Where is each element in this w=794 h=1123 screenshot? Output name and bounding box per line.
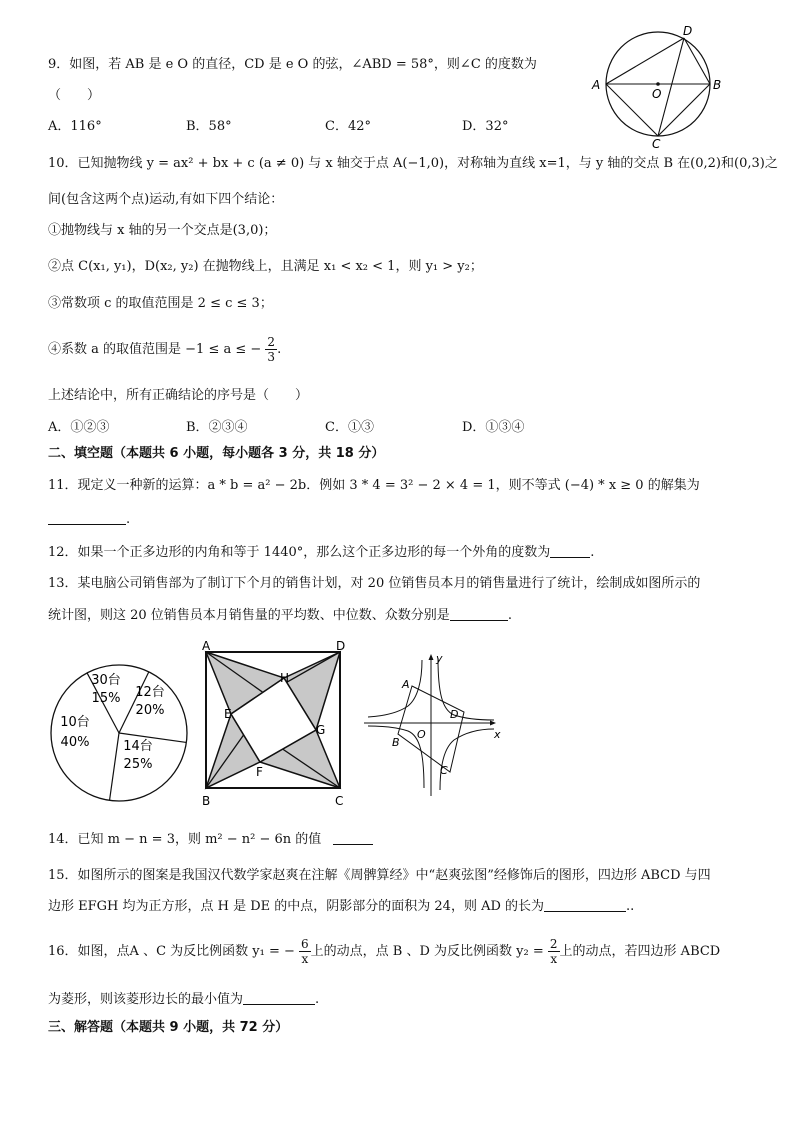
label-e: E bbox=[224, 707, 232, 721]
pie-label-30: 30台 bbox=[91, 673, 121, 688]
q9-paren: （ ） bbox=[48, 88, 101, 103]
label-c: C bbox=[335, 794, 344, 808]
q13-line2 bbox=[48, 606, 512, 626]
label-a: A bbox=[402, 678, 410, 691]
q13-stem: 13．某电脑公司销售部为了制订下个月的销售计划，对 20 位销售员本月的销售量进行了统计，绘制成如图所示的 bbox=[48, 576, 701, 591]
y-axis-arrow bbox=[429, 654, 434, 660]
q9-option-b: B．58° bbox=[186, 119, 232, 134]
q10-option-d: D．①③④ bbox=[462, 420, 525, 435]
pie-pct-10: 40% bbox=[60, 735, 90, 750]
q14-blank bbox=[333, 830, 373, 845]
section-3-heading: 三、解答题（本题共 9 小题，共 72 分） bbox=[48, 1020, 289, 1035]
q16-line bbox=[48, 934, 720, 970]
q11-answer-line bbox=[48, 510, 130, 530]
q9-option-a: A．116° bbox=[48, 119, 102, 134]
pie-label-14: 14台 bbox=[123, 739, 153, 754]
chord-ad bbox=[606, 38, 684, 84]
curve-y1-q4 bbox=[440, 729, 494, 790]
q11-end: . bbox=[126, 512, 131, 527]
q10-option-a: A．①②③ bbox=[48, 420, 110, 435]
pie-pct-12: 20% bbox=[135, 703, 165, 718]
label-h: H bbox=[280, 671, 290, 685]
circle-figure bbox=[588, 24, 728, 152]
q10-option-b: B．②③④ bbox=[186, 420, 248, 435]
q10-c4-fraction bbox=[265, 335, 277, 364]
pie-divider-4 bbox=[110, 733, 119, 800]
q16-line2 bbox=[48, 990, 319, 1010]
label-a: A bbox=[202, 639, 211, 653]
q10-c4-text: ④系数 a 的取值范围是 −1 ≤ a ≤ − bbox=[48, 342, 262, 357]
label-b: B bbox=[202, 794, 211, 808]
pie-label-12: 12台 bbox=[135, 685, 165, 700]
q16-f2-den: x bbox=[550, 952, 558, 966]
q14-line bbox=[48, 830, 373, 850]
q9-stem: 9．如图，若 AB 是 e O 的直径，CD 是 e O 的弦，∠ABD = 58°，则∠C 的度数为 bbox=[48, 57, 537, 72]
chord-bd bbox=[684, 38, 710, 84]
q16-end: . bbox=[315, 992, 320, 1007]
q10-conclusion-1: ①抛物线与 x 轴的另一个交点是(3,0)； bbox=[48, 223, 277, 238]
q16-f1-num: 6 bbox=[301, 937, 309, 951]
label-b: B bbox=[392, 736, 400, 749]
q15-stem: 15．如图所示的图案是我国汉代数学家赵爽在注解《周髀算经》中“赵爽弦图”经修饰后的图形，四边形 ABCD 与四 bbox=[48, 868, 711, 883]
q15-blank bbox=[544, 897, 626, 912]
q13-blank bbox=[450, 606, 508, 621]
x-axis-arrow bbox=[490, 721, 496, 726]
q10-ask: 上述结论中，所有正确结论的序号是（ ） bbox=[48, 388, 309, 403]
q16-stem2: 为菱形，则该菱形边长的最小值为 bbox=[48, 992, 244, 1007]
q10-stem: 10．已知抛物线 y = ax² + bx + c (a ≠ 0) 与 x 轴交于点 A(−1,0)，对称轴为直线 x=1，与 y 轴的交点 B 在(0,2)和(0,3)之 bbox=[48, 156, 778, 171]
graph-figure bbox=[362, 650, 512, 800]
q16-f1-den: x bbox=[301, 952, 309, 966]
pie-label-10: 10台 bbox=[60, 715, 90, 730]
q16-fraction-1 bbox=[299, 937, 311, 966]
pie-pct-30: 15% bbox=[91, 691, 121, 706]
q10-stem2: 间(包含这两个点)运动,有如下四个结论： bbox=[48, 192, 284, 207]
q10-conclusion-3: ③常数项 c 的取值范围是 2 ≤ c ≤ 3； bbox=[48, 296, 273, 311]
q16-blank bbox=[243, 990, 315, 1005]
label-f: F bbox=[256, 765, 263, 779]
chord-bc bbox=[658, 84, 710, 136]
square-figure bbox=[196, 638, 356, 810]
label-y: y bbox=[436, 652, 443, 665]
q10-c4-num: 2 bbox=[267, 335, 276, 349]
center-dot bbox=[656, 82, 660, 86]
pie-pct-14: 25% bbox=[123, 757, 153, 772]
q13-stem2: 统计图，则这 20 位销售员本月销售量的平均数、中位数、众数分别是 bbox=[48, 608, 450, 623]
q15-end: .. bbox=[626, 899, 635, 914]
label-c: C bbox=[440, 764, 448, 777]
section-2-heading: 二、填空题（本题共 6 小题，每小题各 3 分，共 18 分） bbox=[48, 446, 385, 461]
q9-option-c: C．42° bbox=[325, 119, 371, 134]
q10-option-c: C．①③ bbox=[325, 420, 374, 435]
curve-y2-q1 bbox=[438, 658, 494, 720]
q10-conclusion-4 bbox=[48, 332, 281, 368]
label-o: O bbox=[652, 87, 662, 101]
chord-ac bbox=[606, 84, 658, 136]
q15-stem2: 边形 EFGH 均为正方形，点 H 是 DE 的中点，阴影部分的面积为 24，则 AD 的长为 bbox=[48, 899, 545, 914]
label-x: x bbox=[494, 728, 501, 741]
q10-c4-end: . bbox=[277, 342, 282, 357]
curve-y1-q2 bbox=[368, 660, 422, 717]
q11-stem: 11．现定义一种新的运算：a * b = a² − 2b．例如 3 * 4 = 3² − 2 × 4 = 1，则不等式 (−4) * x ≥ 0 的解集为 bbox=[48, 478, 700, 493]
q12-stem: 12．如果一个正多边形的内角和等于 1440°，那么这个正多边形的每一个外角的度数为 bbox=[48, 545, 551, 560]
label-d: D bbox=[336, 639, 346, 653]
q16-fraction-2 bbox=[548, 937, 560, 966]
label-a: A bbox=[592, 78, 601, 92]
q11-blank bbox=[48, 510, 126, 525]
q16-f2-num: 2 bbox=[549, 937, 558, 951]
q10-conclusion-2: ②点 C(x₁, y₁)，D(x₂, y₂) 在抛物线上，且满足 x₁ < x₂ < 1，则 y₁ > y₂； bbox=[48, 259, 483, 274]
label-d: D bbox=[450, 708, 459, 721]
q16-pre: 16．如图，点A 、C 为反比例函数 y₁ = − bbox=[48, 944, 295, 959]
q14-stem: 14．已知 m − n = 3，则 m² − n² − 6n 的值 bbox=[48, 832, 322, 847]
q16-post: 上的动点，若四边形 ABCD bbox=[559, 944, 721, 959]
q13-end: . bbox=[507, 608, 512, 623]
label-c: C bbox=[652, 137, 661, 151]
q15-line2 bbox=[48, 897, 634, 917]
label-g: G bbox=[316, 723, 326, 737]
q16-mid: 上的动点，点 B 、D 为反比例函数 y₂ = bbox=[310, 944, 544, 959]
q9-option-d: D．32° bbox=[462, 119, 509, 134]
label-b: B bbox=[713, 78, 722, 92]
label-o: O bbox=[417, 728, 426, 741]
q10-c4-den: 3 bbox=[267, 350, 276, 364]
q12-blank bbox=[550, 543, 590, 558]
q12-line bbox=[48, 543, 594, 563]
pie-figure bbox=[46, 660, 192, 806]
label-d: D bbox=[683, 24, 693, 38]
chord-cd bbox=[658, 38, 684, 136]
q12-end: . bbox=[590, 545, 595, 560]
